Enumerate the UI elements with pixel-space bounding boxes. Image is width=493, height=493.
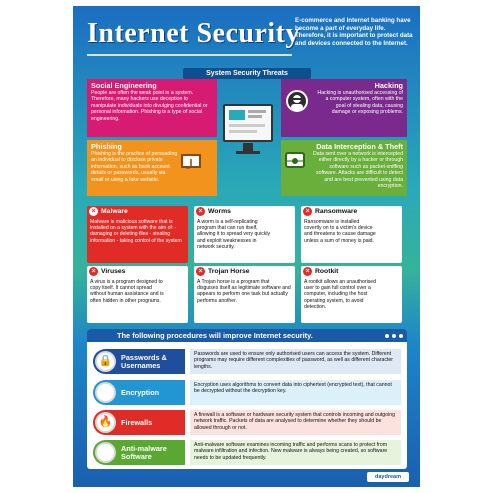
procedure-text: Anti-malware software examines incoming traffic and performs scans to protect from malware infiltration and infection. New malware is always being created, so software needs to be updated frequently. xyxy=(190,440,401,465)
trojan-horse-title: Trojan Horse xyxy=(208,268,250,275)
ransomware-card xyxy=(301,206,402,263)
title-underline xyxy=(87,54,292,56)
social-engineering-text: People are often the weak point in a system. Therefore, many hackers use deception to manipulate individuals into divulging confidential or personal information. Phishing is a type of social engineering. xyxy=(91,90,208,122)
x-mark-icon: × xyxy=(196,207,205,216)
malware-text: Malware is malicious software that is installed on a system with the aim of: - damaging or deleting files - stealing information - taking control of the system xyxy=(90,219,182,244)
phishing-text: Phishing is the practice of persuading an individual to disclose private information, such as bank account details or passwords, usually via email or using a fake website. xyxy=(91,151,178,183)
viruses-title: Viruses xyxy=(101,268,126,275)
trojan-horse-text: A Trojan horse is a program that disguises itself as legitimate software and appears to perform one task but actually performs another. xyxy=(197,279,291,304)
trojan-horse-card xyxy=(194,266,295,323)
procedure-firewalls xyxy=(93,410,401,435)
x-mark-icon: × xyxy=(303,207,312,216)
decor-dot xyxy=(385,334,389,338)
hacker-icon xyxy=(286,90,308,112)
computer-monitor-icon xyxy=(223,104,273,142)
firewall-icon: 🔥 xyxy=(95,412,116,433)
brand-logo: daydream xyxy=(367,472,409,482)
viruses-card xyxy=(87,266,188,323)
social-engineering-box xyxy=(87,79,217,137)
password-icon: 🔒 xyxy=(95,351,116,372)
x-mark-icon: × xyxy=(303,267,312,276)
anti-malware-icon: 🛡 xyxy=(95,442,116,463)
x-mark-icon: × xyxy=(89,207,98,216)
procedure-text: Encryption uses algorithms to convert data into ciphertext (encrypted text), that cannot be decrypted without the decryption key. xyxy=(190,380,401,405)
rootkit-title: Rootkit xyxy=(315,268,339,275)
encryption-icon: ⚙ xyxy=(95,382,116,403)
decor-dot xyxy=(399,334,403,338)
fishing-hook-icon xyxy=(181,154,201,168)
intro-text: E-commerce and Internet banking have become a part of everyday life. Therefore, it is important to protect data and devices connected to the Internet. xyxy=(295,17,413,47)
worms-title: Worms xyxy=(208,208,231,215)
data-interception-title: Data Interception & Theft xyxy=(316,142,403,151)
procedure-label: Passwords & Usernames xyxy=(121,352,167,370)
rootkit-card xyxy=(301,266,402,323)
procedure-anti-malware xyxy=(93,440,401,465)
poster xyxy=(73,6,420,487)
hacking-title: Hacking xyxy=(374,81,403,90)
network-icon xyxy=(285,152,305,168)
monitor-stand xyxy=(243,143,253,151)
viruses-text: A virus is a program designed to copy itself. It cannot spread without human assistance and is often hidden in other programs. xyxy=(90,279,164,304)
procedure-label: Firewalls xyxy=(121,417,153,427)
procedure-label: Anti-malware Software xyxy=(121,443,167,461)
malware-title: Malware xyxy=(101,208,128,215)
procedure-label: Encryption xyxy=(121,387,160,397)
procedure-passwords xyxy=(93,349,401,374)
hacking-text: Hacking is unauthorised accessing of a computer system, often with the goal of stealing data, causing damage or exposing problems. xyxy=(317,90,403,116)
ransomware-text: Ransomware is installed covertly on to a victim's device and threatens to cause damage unless a sum of money is paid. xyxy=(304,219,376,244)
phishing-title: Phishing xyxy=(91,142,122,151)
x-mark-icon: × xyxy=(89,267,98,276)
procedure-text: A firewall is a software or hardware security system that controls incoming and outgoing network traffic. Packets of data are analysed to determine whether they should be allowed through or not. xyxy=(190,410,401,435)
data-interception-text: Data sent over a network is intercepted either directly by a hacker or through software such as packet-sniffing software. Attacks are difficult to detect and are best prevented using data encryption. xyxy=(313,151,403,190)
procedure-text: Passwords are used to ensure only authorised users can access the system. Different programs may require different complexities of password, as well as different character lengths. xyxy=(190,349,401,374)
ransomware-title: Ransomware xyxy=(315,208,358,215)
threats-heading: System Security Threats xyxy=(183,68,311,79)
page-title: Internet Security xyxy=(87,18,301,49)
social-engineering-title: Social Engineering xyxy=(91,81,157,90)
procedure-encryption xyxy=(93,380,401,405)
monitor-base xyxy=(236,151,260,154)
worms-text: A worm is a self-replicating program that can run itself, allowing it to spread very quickly and exploit weaknesses in network security. xyxy=(197,219,271,250)
worms-card xyxy=(194,206,295,263)
x-mark-icon: × xyxy=(196,267,205,276)
malware-card xyxy=(87,206,188,263)
rootkit-text: A rootkit allows an unauthorised user to gain full control over a computer, including the host operating system, to avoid detection. xyxy=(304,279,376,310)
decor-dot xyxy=(392,334,396,338)
procedures-heading: The following procedures will improve Internet security. xyxy=(87,329,407,342)
